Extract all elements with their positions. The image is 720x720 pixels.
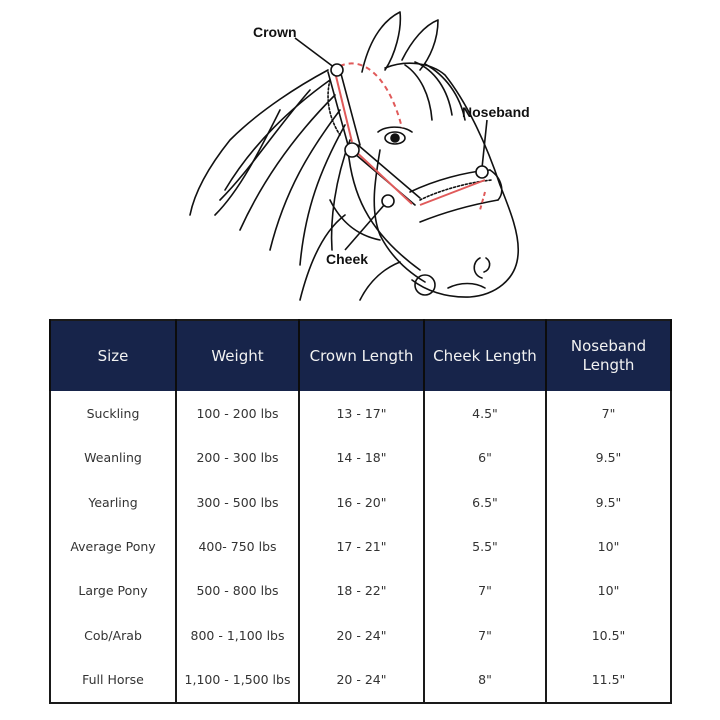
cell-size: Average Pony (50, 524, 176, 568)
table-row (50, 391, 671, 435)
cell-noseband-length: 9.5" (546, 435, 671, 479)
table-row (50, 658, 671, 703)
cell-size: Yearling (50, 480, 176, 524)
cell-weight: 500 - 800 lbs (176, 569, 299, 613)
cell-size: Weanling (50, 435, 176, 479)
table-row (50, 480, 671, 524)
cell-noseband-length: 10.5" (546, 613, 671, 657)
cell-cheek-length: 8" (424, 658, 546, 703)
cell-crown-length: 14 - 18" (299, 435, 424, 479)
cell-weight: 300 - 500 lbs (176, 480, 299, 524)
table-row (50, 435, 671, 479)
cell-cheek-length: 4.5" (424, 391, 546, 435)
cell-cheek-length: 6" (424, 435, 546, 479)
header-crown-length: Crown Length (299, 320, 424, 391)
cell-crown-length: 17 - 21" (299, 524, 424, 568)
cell-crown-length: 20 - 24" (299, 613, 424, 657)
noseband-callout-label: Noseband (462, 104, 530, 120)
cell-cheek-length: 7" (424, 613, 546, 657)
table-row (50, 569, 671, 613)
cell-size: Large Pony (50, 569, 176, 613)
cell-weight: 100 - 200 lbs (176, 391, 299, 435)
cell-size: Full Horse (50, 658, 176, 703)
cell-size: Suckling (50, 391, 176, 435)
table-header-row (50, 320, 671, 391)
cell-weight: 200 - 300 lbs (176, 435, 299, 479)
cell-crown-length: 20 - 24" (299, 658, 424, 703)
cell-weight: 400- 750 lbs (176, 524, 299, 568)
cell-weight: 800 - 1,100 lbs (176, 613, 299, 657)
cell-weight: 1,100 - 1,500 lbs (176, 658, 299, 703)
table-row (50, 613, 671, 657)
header-size: Size (50, 320, 176, 391)
halter-size-chart (49, 319, 672, 704)
header-noseband-length: Noseband Length (546, 320, 671, 391)
table-row (50, 524, 671, 568)
header-cheek-length: Cheek Length (424, 320, 546, 391)
cell-noseband-length: 9.5" (546, 480, 671, 524)
cell-noseband-length: 7" (546, 391, 671, 435)
header-weight: Weight (176, 320, 299, 391)
cell-cheek-length: 5.5" (424, 524, 546, 568)
cheek-callout-label: Cheek (326, 251, 369, 267)
cell-crown-length: 13 - 17" (299, 391, 424, 435)
crown-callout-label: Crown (253, 24, 297, 40)
cell-crown-length: 18 - 22" (299, 569, 424, 613)
cell-cheek-length: 7" (424, 569, 546, 613)
cell-cheek-length: 6.5" (424, 480, 546, 524)
cell-noseband-length: 10" (546, 524, 671, 568)
cell-crown-length: 16 - 20" (299, 480, 424, 524)
cell-noseband-length: 11.5" (546, 658, 671, 703)
cell-size: Cob/Arab (50, 613, 176, 657)
cell-noseband-length: 10" (546, 569, 671, 613)
